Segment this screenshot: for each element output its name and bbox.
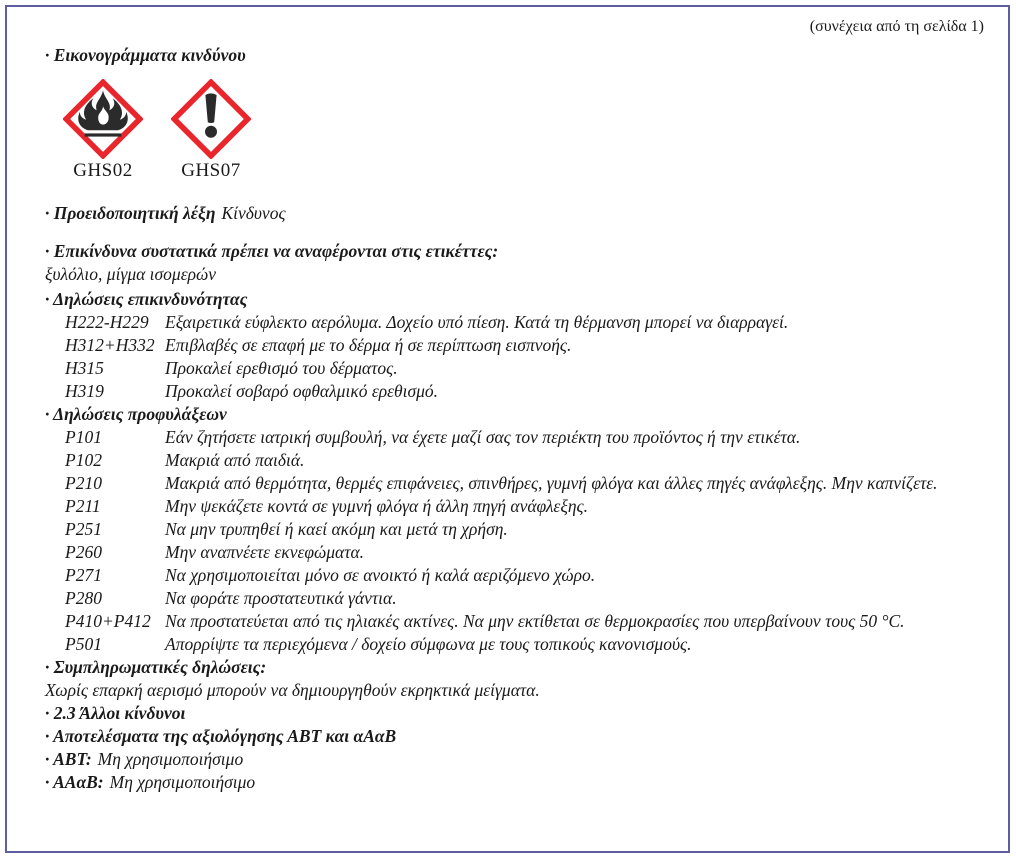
precautionary-statements-heading: · Δηλώσεις προφυλάξεων xyxy=(45,404,227,424)
other-hazards-heading: · 2.3 Άλλοι κίνδυνοι xyxy=(45,703,186,723)
continuation-note: (συνέχεια από τη σελίδα 1) xyxy=(809,18,984,35)
pbt-row-value: Μη χρησιμοποιήσιμο xyxy=(97,749,244,769)
statement-text: Να μην τρυπηθεί ή καεί ακόμη και μετά τη χρήση. xyxy=(165,519,508,539)
precautionary-statements-list xyxy=(65,426,984,656)
statement-code: P211 xyxy=(65,496,101,516)
statement-text: Να χρησιμοποιείται μόνο σε ανοικτό ή καλά αεριζόμενο χώρο. xyxy=(165,565,596,585)
supplementary-text: Χωρίς επαρκή αερισμό μπορούν να δημιουργηθούν εκρηκτικά μείγματα. xyxy=(45,680,540,700)
statement-code: H315 xyxy=(65,358,104,378)
page-frame xyxy=(5,5,1010,853)
signal-word-label: · Προειδοποιητική λέξη xyxy=(45,203,216,223)
ghs07-pictogram xyxy=(163,79,259,182)
pbt-assessment-heading: · Αποτελέσματα της αξιολόγησης ΑΒΤ και αΑαΒ xyxy=(45,726,397,746)
statement-text: Να φοράτε προστατευτικά γάντια. xyxy=(165,588,397,608)
pictogram-code-label: GHS07 xyxy=(181,160,241,181)
supplementary-heading: · Συμπληρωματικές δηλώσεις: xyxy=(45,657,267,677)
pbt-row-label: · ΑΒΤ: xyxy=(45,749,92,769)
statement-text: Μην ψεκάζετε κοντά σε γυμνή φλόγα ή άλλη πηγή ανάφλεξης. xyxy=(165,496,588,516)
statement-text: Εάν ζητήσετε ιατρική συμβουλή, να έχετε μαζί σας τον περιέκτη του προϊόντος ή την ετικέτα. xyxy=(165,427,801,447)
statement-code: H312+H332 xyxy=(65,335,155,355)
statement-code: H319 xyxy=(65,381,104,401)
statement-code: H222-H229 xyxy=(65,312,149,332)
pbt-row-value: Μη χρησιμοποιήσιμο xyxy=(109,772,256,792)
statement-code: P501 xyxy=(65,634,102,654)
statement-code: P271 xyxy=(65,565,102,585)
statement-code: P260 xyxy=(65,542,102,562)
hazard-components-heading: · Επικίνδυνα συστατικά πρέπει να αναφέρονται στις ετικέττες: xyxy=(45,241,499,261)
statement-code: P410+P412 xyxy=(65,611,151,631)
statement-text: Επιβλαβές σε επαφή με το δέρμα ή σε περίπτωση εισπνοής. xyxy=(165,335,572,355)
pbt-row xyxy=(45,771,984,794)
signal-word-line xyxy=(45,202,984,225)
statement-code: P101 xyxy=(65,427,102,447)
pictogram-code-label: GHS02 xyxy=(73,160,133,181)
pbt-row-label: · ΑΑαΒ: xyxy=(45,772,104,792)
statement-code: P210 xyxy=(65,473,102,493)
statement-text: Προκαλεί σοβαρό οφθαλμικό ερεθισμό. xyxy=(165,381,439,401)
statement-code: P102 xyxy=(65,450,102,470)
hazard-components-value: ξυλόλιο, μίγμα ισομερών xyxy=(45,264,216,284)
pictogram-row xyxy=(55,79,984,182)
statement-code: P251 xyxy=(65,519,102,539)
exclamation-mark-icon xyxy=(171,79,251,159)
statement-text: Μακριά από θερμότητα, θερμές επιφάνειες, σπινθήρες, γυμνή φλόγα και άλλες πηγές ανάφλεξης. Μην καπνίζετε. xyxy=(165,473,938,493)
statement-text: Απορρίψτε τα περιεχόμενα / δοχείο σύμφωνα με τους τοπικούς κανονισμούς. xyxy=(165,634,692,654)
hazard-statements-heading: · Δηλώσεις επικινδυνότητας xyxy=(45,289,248,309)
hazard-pictograms-heading: · Εικονογράμματα κινδύνου xyxy=(45,45,246,65)
signal-word-value: Κίνδυνος xyxy=(221,203,286,223)
statement-text: Προκαλεί ερεθισμό του δέρματος. xyxy=(165,358,398,378)
flame-icon xyxy=(63,79,143,159)
statement-text: Μακριά από παιδιά. xyxy=(165,450,305,470)
statement-text: Εξαιρετικά εύφλεκτο αερόλυμα. Δοχείο υπό πίεση. Κατά τη θέρμανση μπορεί να διαρραγεί. xyxy=(165,312,789,332)
statement-code: P280 xyxy=(65,588,102,608)
pbt-row xyxy=(45,748,984,771)
hazard-statements-list xyxy=(65,311,984,403)
statement-text: Να προστατεύεται από τις ηλιακές ακτίνες. Να μην εκτίθεται σε θερμοκρασίες που υπερβαίνουν τους 50 °C. xyxy=(165,611,905,631)
statement-text: Μην αναπνέετε εκνεφώματα. xyxy=(165,542,365,562)
ghs02-pictogram xyxy=(55,79,151,182)
